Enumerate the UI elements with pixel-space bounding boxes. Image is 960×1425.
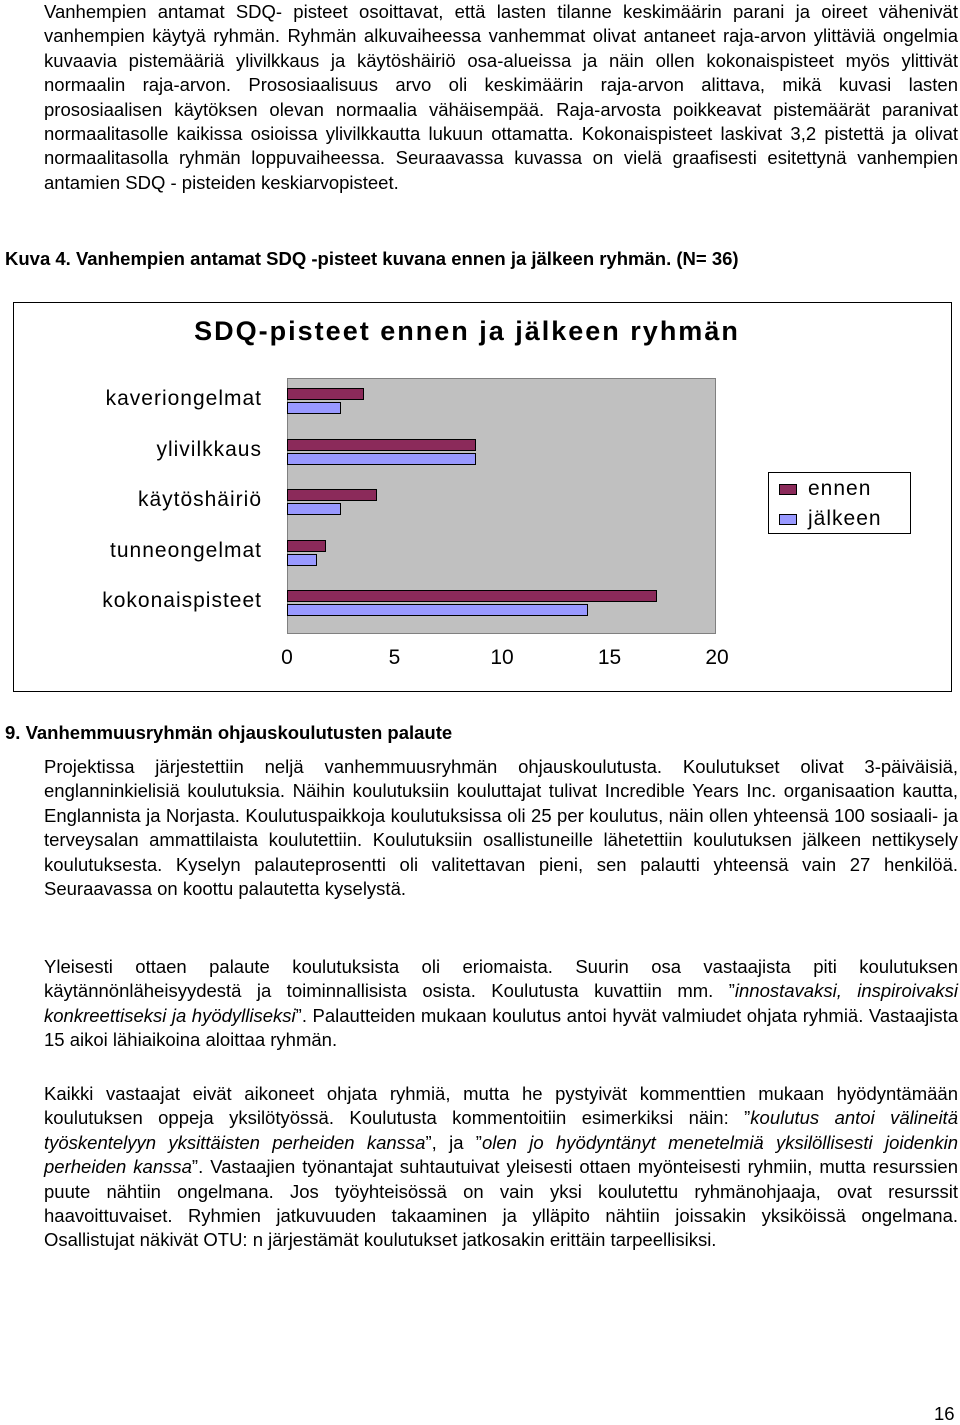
intro-paragraph: Vanhempien antamat SDQ- pisteet osoittavat, että lasten tilanne keskimäärin parani ja oireet vähenivät vanhempien käytyä ryhmän. Ryhmän alkuvaiheessa vanhemmat olivat antaneet raja-arvon ylittäviä ongelmia kuvaavia pistemääriä ylivilkkaus ja käytöshäiriö osa-alueissa ja näin ollen kokonaispisteet myös ylittivät normaalin raja-arvon. Prososiaalisuus arvo oli keskimäärin raja-arvon alittava, mikä kuvasi lasten prososiaalisen käytöksen olevan normaalia vähäisempää. Raja-arvosta poikkeavat pistemäärät paranivat normaalitasolle kaikissa osioissa ylivilkkautta lukuun ottamatta. Kokonaispisteet laskivat 3,2 pistettä ja olivat normaalitasolla ryhmän loppuvaiheessa. Seuraavassa kuvassa on vielä graafisesti esitettynä vanhempien antamien SDQ - pisteiden keskiarvopisteet. [44, 1, 958, 193]
section-heading: 9. Vanhemmuusryhmän ohjauskoulutusten palaute [5, 722, 453, 743]
legend-swatch-ennen [779, 484, 797, 495]
category-label-4: kokonaispisteet [102, 589, 262, 612]
bar-ennen-0 [287, 388, 364, 400]
paragraph-3-text-c: ”. Vastaajien työnantajat suhtautuivat yleisesti ottaen myönteisesti ryhmiin, mutta resurssien puute nähtiin ongelmana. Jos työyhteisössä on vain yksi koulutettu ryhmänohjaaja, ovat resurssit haavoittuvaiset. Ryhmien jatkuvuuden takaaminen ja ylläpito nähtiin joissakin yksiköissä ongelmana. Osallistujat näkivät OTU: n järjestämät koulutukset jatkosakin erittäin tarpeellisiksi. [44, 1156, 958, 1251]
bar-jalkeen-2 [287, 503, 341, 515]
paragraph-3-quote-2: olen jo hyödyntänyt menetelmiä yksilöllisesti joidenkin perheiden kanssa [44, 1131, 959, 1178]
category-label-3: tunneongelmat [110, 538, 262, 562]
bar-jalkeen-1 [287, 453, 476, 465]
legend-item-ennen [779, 477, 871, 501]
paragraph-3 [44, 1082, 958, 1253]
legend-swatch-jalkeen [779, 514, 797, 525]
bar-jalkeen-4 [287, 604, 588, 616]
paragraph-1: Projektissa järjestettiin neljä vanhemmuusryhmän ohjauskoulutusta. Koulutukset olivat 3-päiväisiä, englanninkielisiä koulutuksia. Näihin koulutuksiin kouluttajat tulivat Incredible Years Inc. organisaation kautta, Englannista ja Norjasta. Koulutuspaikkoja koulutuksissa oli 25 per koulutus, näin ollen yhteensä 100 sosiaali- ja terveysalan ammattilaista koulutettiin. Koulutuksiin osallistuneille lähetettiin koulutuksen jälkeen nettikysely koulutuksesta. Kyselyn palauteprosentti oli valitettavan pieni, sen palautti yhteensä vain 27 henkilöä. Seuraavassa on koottu palautetta kyselystä. [44, 756, 958, 900]
paragraph-3-text-b: ”, ja ” [425, 1131, 482, 1153]
x-tick-label-2: 10 [490, 646, 514, 669]
bar-ennen-4 [287, 590, 657, 602]
chart-title: SDQ-pisteet ennen ja jälkeen ryhmän [194, 316, 740, 346]
bar-ennen-1 [287, 439, 476, 451]
bar-ennen-2 [287, 489, 377, 501]
x-tick-label-3: 15 [597, 646, 622, 669]
x-tick-label-4: 20 [705, 646, 729, 669]
x-tick-label-1: 5 [388, 646, 401, 669]
bar-ennen-3 [287, 540, 326, 552]
legend-label-jalkeen: jälkeen [808, 507, 882, 530]
bar-jalkeen-3 [287, 554, 317, 566]
paragraph-2-text-a: Yleisesti ottaen palaute koulutuksista oli eriomaista. Suurin osa vastaajista piti koulutuksen käytännönläheisyydestä ja toiminnallisista osista. Koulutusta kuvattiin mm. ” [44, 956, 958, 1002]
paragraph-2-text-b: ”. Palautteiden mukaan koulutus antoi hyvät valmiudet ohjata ryhmiä. Vastaajista 15 aikoi lähiaikoina aloittaa ryhmän. [44, 1004, 959, 1051]
page-number: 16 [934, 1403, 955, 1424]
paragraph-3-text-a: Kaikki vastaajat eivät aikoneet ohjata ryhmiä, mutta he pystyivät kommenttien mukaan hyödyntämään koulutuksen oppeja yksilötyössä. Koulutusta kommentoitiin esimerkiksi näin: ” [44, 1083, 958, 1129]
category-label-1: ylivilkkaus [156, 437, 262, 461]
paragraph-2 [44, 955, 958, 1053]
figure-caption: Kuva 4. Vanhempien antamat SDQ -pisteet kuvana ennen ja jälkeen ryhmän. (N= 36) [5, 248, 739, 269]
legend-item-jalkeen [779, 507, 882, 531]
chart-legend [768, 472, 911, 534]
category-label-0: kaveriongelmat [105, 387, 262, 410]
x-tick-label-0: 0 [281, 646, 293, 669]
paragraph-2-quote: innostavaksi, inspiroivaksi konkreettiseksi ja hyödylliseksi [44, 980, 958, 1026]
legend-label-ennen: ennen [808, 477, 872, 500]
paragraph-3-quote-1: koulutus antoi välineitä työskentelyyn yksittäisten perheiden kanssa [44, 1107, 958, 1153]
category-label-2: käytöshäiriö [137, 488, 262, 511]
bar-jalkeen-0 [287, 402, 341, 414]
